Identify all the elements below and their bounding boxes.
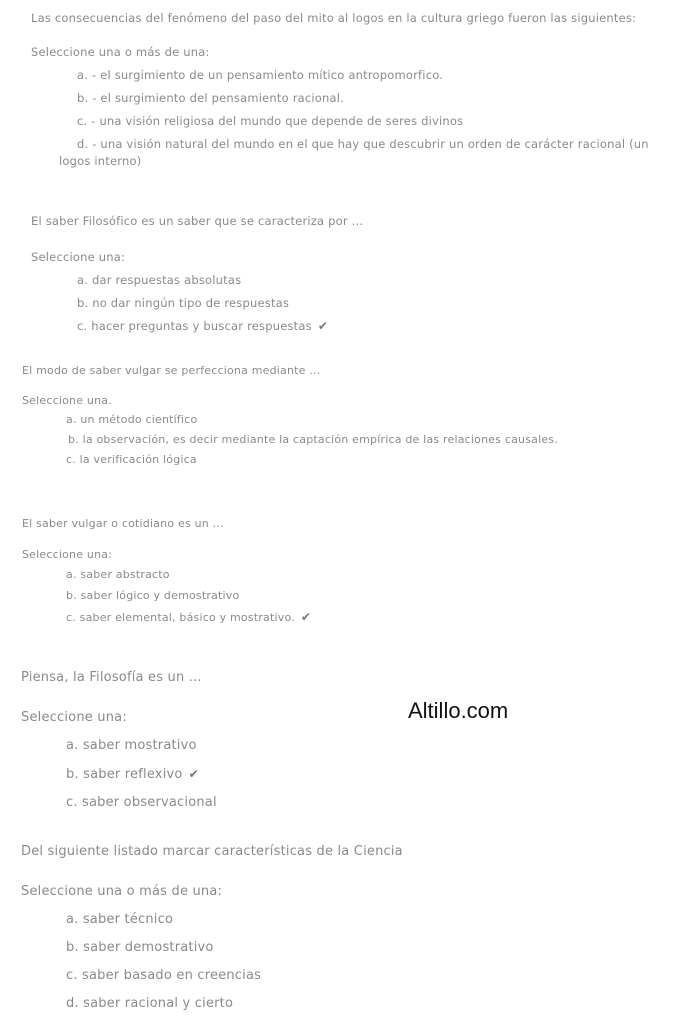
question-1-prompt: Seleccione una o más de una: (31, 45, 210, 59)
question-3-stem: El modo de saber vulgar se perfecciona mediante ... (22, 364, 321, 377)
question-4-option-b[interactable]: b. saber lógico y demostrativo (66, 589, 240, 602)
question-6-option-d[interactable]: d. saber racional y cierto (66, 996, 234, 1011)
brand-watermark: Altillo.com (408, 698, 509, 723)
question-1-option-d[interactable]: d. - una visión natural del mundo en el que hay que descubrir un orden de carácter racional (un logos interno) (59, 137, 649, 168)
question-5-prompt: Seleccione una: (21, 710, 127, 725)
question-3-prompt: Seleccione una. (22, 394, 112, 407)
question-4-prompt: Seleccione una: (22, 548, 113, 561)
question-4-stem: El saber vulgar o cotidiano es un ... (22, 517, 224, 530)
question-4-option-c[interactable]: c. saber elemental, básico y mostrativo.✔ (22, 609, 662, 626)
question-6-prompt: Seleccione una o más de una: (21, 884, 223, 899)
question-2-option-b[interactable]: b. no dar ningún tipo de respuestas (77, 296, 290, 310)
question-1 (31, 10, 681, 170)
question-4-option-a[interactable]: a. saber abstracto (66, 568, 170, 581)
correct-check-icon (301, 609, 311, 625)
question-6-option-c[interactable]: c. saber basado en creencias (66, 968, 262, 983)
question-1-option-c[interactable]: c. - una visión religiosa del mundo que depende de seres divinos (77, 114, 464, 128)
question-5-option-c[interactable]: c. saber observacional (66, 795, 217, 810)
question-4 (22, 516, 662, 626)
question-3-option-c[interactable]: c. la verificación lógica (66, 453, 197, 466)
question-2-stem: El saber Filosófico es un saber que se caracteriza por ... (31, 214, 364, 228)
question-5-stem: Piensa, la Filosofía es un ... (21, 670, 202, 685)
question-6-stem: Del siguiente listado marcar características de la Ciencia (21, 844, 403, 859)
question-3 (22, 363, 682, 468)
question-1-option-b[interactable]: b. - el surgimiento del pensamiento racional. (77, 91, 345, 105)
question-2-prompt: Seleccione una: (31, 250, 126, 264)
question-6 (21, 838, 681, 1018)
question-2-option-a[interactable]: a. dar respuestas absolutas (77, 273, 242, 287)
question-1-stem: Las consecuencias del fenómeno del paso del mito al logos en la cultura griego fueron las siguientes: (31, 11, 637, 25)
question-5-option-b[interactable]: b. saber reflexivo✔ (21, 760, 681, 789)
question-6-option-b[interactable]: b. saber demostrativo (66, 940, 214, 955)
question-3-option-b[interactable]: b. la observación, es decir mediante la captación empírica de las relaciones causales. (68, 433, 558, 446)
question-1-option-a[interactable]: a. - el surgimiento de un pensamiento mítico antropomorfico. (77, 68, 444, 82)
correct-check-icon (189, 760, 199, 788)
question-6-option-a[interactable]: a. saber técnico (66, 912, 174, 927)
question-3-option-a[interactable]: a. un método científico (66, 413, 198, 426)
question-2-option-c[interactable]: c. hacer preguntas y buscar respuestas✔ (31, 318, 671, 335)
question-5-option-a[interactable]: a. saber mostrativo (66, 738, 197, 753)
correct-check-icon (318, 318, 328, 335)
question-2 (31, 213, 671, 335)
question-5 (21, 664, 681, 817)
